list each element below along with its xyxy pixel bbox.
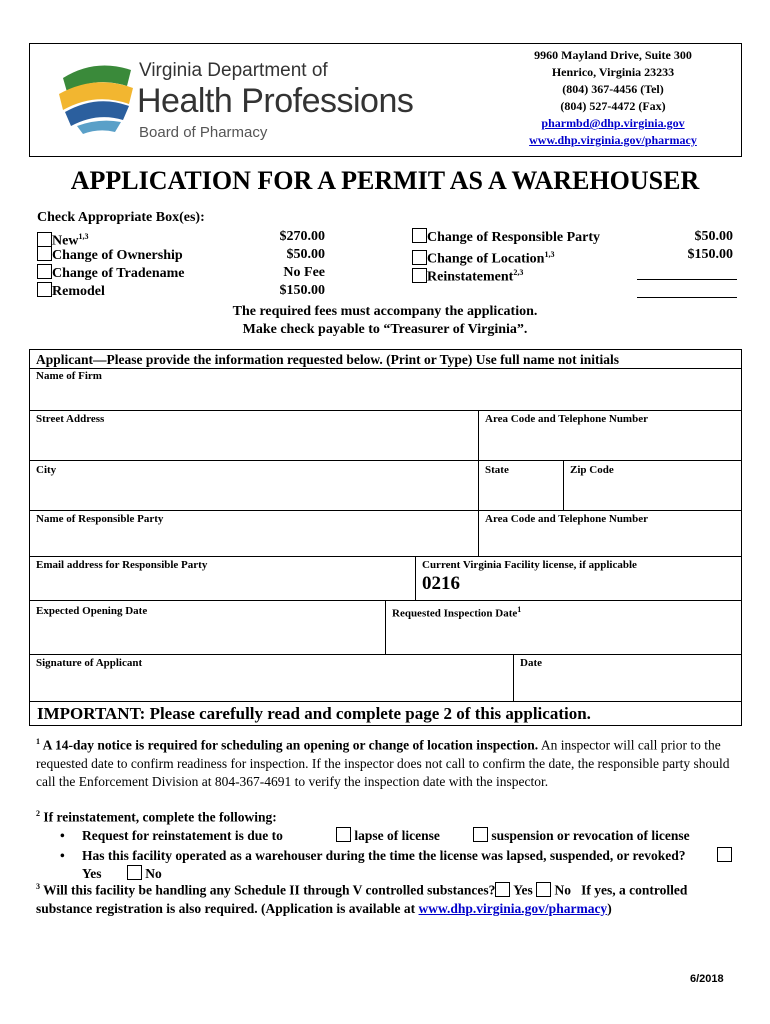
change-ownership-checkbox[interactable] xyxy=(37,246,52,261)
change-location-label: Change of Location xyxy=(427,251,545,267)
reinstatement-label: Reinstatement xyxy=(427,269,514,285)
footnote-3-text: Will this facility be handling any Schedule II through V controlled substances? xyxy=(40,882,496,898)
bullet-1-text: Request for reinstatement is due to xyxy=(82,827,283,843)
license-value[interactable]: 0216 xyxy=(422,573,460,594)
fee-row-reinstatement xyxy=(412,264,737,285)
lapse-option xyxy=(336,827,440,845)
bullet-2-question: Has this facility operated as a warehouser during the time the license was lapsed, suspended, or revoked? xyxy=(82,847,686,863)
change-tradename-label: Change of Tradename xyxy=(52,266,185,281)
name-of-firm-field[interactable] xyxy=(30,382,741,410)
important-text: IMPORTANT: Please carefully read and complete page 2 of this application. xyxy=(37,704,591,723)
reinstatement-fee-line[interactable] xyxy=(637,279,737,280)
bullet-1 xyxy=(36,827,736,847)
footnote-1-text: An inspector will call prior to the requested date to confirm readiness for inspection. If the inspector does not call to confirm the date, the responsible party should call the Enforcement Division at 804-367-4691 to verify the inspection date with the inspector. xyxy=(36,737,730,789)
change-responsible-fee: $50.00 xyxy=(694,229,733,244)
website-link[interactable]: www.dhp.virginia.gov/pharmacy xyxy=(529,133,697,147)
name-of-firm-label: Name of Firm xyxy=(36,370,102,382)
bullet-dot: • xyxy=(60,827,65,843)
logo xyxy=(55,54,475,146)
signature-label: Signature of Applicant xyxy=(36,657,143,669)
suspension-checkbox[interactable] xyxy=(473,827,488,842)
change-location-sup: 1,3 xyxy=(544,250,555,259)
date-label: Date xyxy=(520,657,542,669)
footnote-2-head xyxy=(36,805,736,827)
page-title: APPLICATION FOR A PERMIT AS A WAREHOUSER xyxy=(70,166,700,195)
opening-date-label: Expected Opening Date xyxy=(36,605,148,617)
footnote-2-sup: 2 xyxy=(36,809,40,818)
footnote-1-sup: 1 xyxy=(36,737,40,746)
pharmacy-link[interactable]: www.dhp.virginia.gov/pharmacy xyxy=(418,900,608,916)
operated-no-label: No xyxy=(145,865,162,881)
fee-row-new xyxy=(37,228,337,249)
suspension-option xyxy=(473,827,690,845)
change-ownership-fee: $50.00 xyxy=(286,247,325,262)
footnote-1-bold: A 14-day notice is required for scheduling an opening or change of location inspection. xyxy=(40,737,539,753)
contact-block xyxy=(488,47,738,149)
extra-fee-line-row xyxy=(412,282,737,300)
footnote-1 xyxy=(36,733,736,791)
controlled-yes-checkbox[interactable] xyxy=(495,882,510,897)
col-line xyxy=(478,510,479,556)
footnote-3-tail: If yes, a controlled substance registration is also required. (Application is available at xyxy=(36,882,688,916)
dhp-logo-icon xyxy=(55,56,137,136)
new-sup: 1,3 xyxy=(78,232,89,241)
col-line xyxy=(478,460,479,510)
remodel-checkbox[interactable] xyxy=(37,282,52,297)
email-link[interactable]: pharmbd@dhp.virginia.gov xyxy=(541,116,685,130)
fees-right xyxy=(412,228,737,300)
inspection-date-text: Requested Inspection Date xyxy=(392,607,518,620)
change-location-fee: $150.00 xyxy=(687,247,733,262)
zip-label: Zip Code xyxy=(570,464,614,476)
fee-row-change-location xyxy=(412,246,737,267)
applicant-header: Applicant—Please provide the information requested below. (Print or Type) Use full name not initials xyxy=(36,352,619,367)
logo-line3: Board of Pharmacy xyxy=(139,124,268,141)
applicant-table xyxy=(29,349,742,703)
row-line xyxy=(30,460,741,461)
change-tradename-fee: No Fee xyxy=(283,265,325,280)
bullet-dot: • xyxy=(60,847,65,863)
col-line xyxy=(563,460,564,510)
inspection-date-label xyxy=(392,605,521,620)
footnote-3-sup: 3 xyxy=(36,882,40,891)
row-line xyxy=(30,510,741,511)
extra-fee-line[interactable] xyxy=(637,297,737,298)
operated-yes-label: Yes xyxy=(82,865,102,881)
col-line xyxy=(478,410,479,460)
fees-heading: Check Appropriate Box(es): xyxy=(37,210,205,225)
row-line xyxy=(30,368,741,369)
footnote-3-end: ) xyxy=(607,900,612,916)
address-line2: Henrico, Virginia 23233 xyxy=(551,65,675,79)
new-checkbox[interactable] xyxy=(37,232,52,247)
operated-yes-checkbox[interactable] xyxy=(717,847,732,862)
inspection-date-sup: 1 xyxy=(517,605,522,614)
fee-note-line1: The required fees must accompany the application. xyxy=(232,304,538,319)
city-label: City xyxy=(36,464,57,476)
fee-note-line2: Make check payable to “Treasurer of Virginia”. xyxy=(242,322,528,337)
col-line xyxy=(385,600,386,654)
phone-fax: (804) 527-4472 (Fax) xyxy=(560,99,666,113)
header-box xyxy=(29,43,742,157)
change-responsible-checkbox[interactable] xyxy=(412,228,427,243)
license-label: Current Virginia Facility license, if applicable xyxy=(422,559,637,571)
phone1-label: Area Code and Telephone Number xyxy=(485,413,648,425)
new-label: New xyxy=(52,233,79,249)
controlled-yes-label: Yes xyxy=(513,882,533,898)
change-location-checkbox[interactable] xyxy=(412,250,427,265)
reinstatement-checkbox[interactable] xyxy=(412,268,427,283)
fee-row-change-responsible xyxy=(412,228,737,246)
reinstatement-sup: 2,3 xyxy=(513,268,524,277)
state-label: State xyxy=(485,464,509,476)
change-tradename-checkbox[interactable] xyxy=(37,264,52,279)
phone-tel: (804) 367-4456 (Tel) xyxy=(562,82,664,96)
logo-line1: Virginia Department of xyxy=(139,60,328,81)
phone2-label: Area Code and Telephone Number xyxy=(485,513,648,525)
lapse-label: lapse of license xyxy=(354,827,440,843)
lapse-checkbox[interactable] xyxy=(336,827,351,842)
fee-row-change-tradename xyxy=(37,264,337,282)
row-line xyxy=(30,410,741,411)
footnote-3 xyxy=(36,878,736,918)
footnote-2 xyxy=(36,805,736,885)
new-fee: $270.00 xyxy=(279,229,325,244)
remodel-fee: $150.00 xyxy=(279,283,325,298)
logo-line2: Health Professions xyxy=(137,82,414,120)
change-responsible-label: Change of Responsible Party xyxy=(427,230,601,245)
fee-row-remodel xyxy=(37,282,337,300)
email-label: Email address for Responsible Party xyxy=(36,559,208,571)
row-line xyxy=(30,654,741,655)
address-line1: 9960 Mayland Drive, Suite 300 xyxy=(534,48,692,62)
controlled-no-label: No xyxy=(554,882,571,898)
fee-row-change-ownership xyxy=(37,246,337,264)
change-ownership-label: Change of Ownership xyxy=(52,248,183,263)
remodel-label: Remodel xyxy=(52,284,105,299)
footnote-2-head-text: If reinstatement, complete the following: xyxy=(40,809,277,825)
important-box xyxy=(29,701,742,726)
suspension-label: suspension or revocation of license xyxy=(491,827,690,843)
fees-left xyxy=(37,228,337,300)
col-line xyxy=(513,654,514,702)
col-line xyxy=(415,556,416,600)
footer-date: 6/2018 xyxy=(690,973,724,985)
responsible-party-label: Name of Responsible Party xyxy=(36,513,164,525)
street-address-label: Street Address xyxy=(36,413,105,425)
row-line xyxy=(30,556,741,557)
controlled-no-checkbox[interactable] xyxy=(536,882,551,897)
fee-note xyxy=(0,303,770,339)
